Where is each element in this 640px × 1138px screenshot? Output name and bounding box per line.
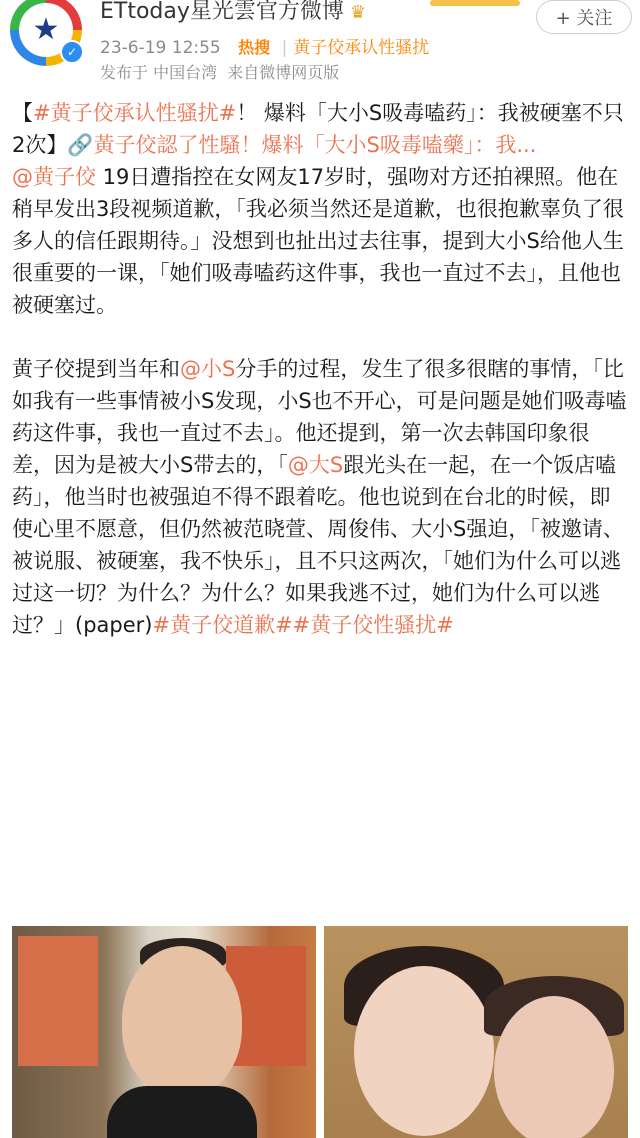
post-body-text-2c: 跟光头在一起，在一个饭店嗑药」，他当时也被强迫不得不跟着吃。他也说到在台北的时候，即使心里不愿意，但仍然被范晓萱、周俊伟、大小S强迫，「被邀请、被说服、被硬塞，我不快乐」，且不只这两次，「她们为什么可以逃过这一切？为什么？为什么？如果我逃不过，她们为什么可以逃过？」(paper) xyxy=(12,453,624,637)
follow-button[interactable]: + 关注 xyxy=(536,0,632,34)
hot-search-label[interactable]: 热搜 xyxy=(238,38,271,57)
post-image-2[interactable] xyxy=(324,926,628,1138)
meta-divider: | xyxy=(281,38,288,58)
post-location: 发布于 中国台湾 xyxy=(100,63,218,82)
post-paragraph-1 xyxy=(12,97,628,321)
post-origin xyxy=(100,60,339,83)
mention-big-s[interactable]: @大S xyxy=(287,453,344,477)
mention-little-s[interactable]: @小S xyxy=(180,357,236,381)
post-body-text-1: 19日遭指控在女网友17岁时，强吻对方还拍裸照。他在稍早发出3段视频道歉，「我必须当然还是道歉，也很抱歉辜负了很多人的信任跟期待。」没想到也扯出过去往事，提到大小S给他人生很重要的一课，「她们吸毒嗑药这件事，我也一直过不去」，且他也被硬塞过。 xyxy=(12,165,624,317)
hot-topic-link[interactable]: 黄子佼承认性骚扰 xyxy=(293,38,430,58)
avatar[interactable] xyxy=(10,0,82,66)
account-name-text: ETtoday星光雲官方微博 xyxy=(100,0,344,24)
post-images xyxy=(12,926,628,1138)
post-source: 来自微博网页版 xyxy=(227,63,340,82)
article-link[interactable]: 🔗黃子佼認了性騷！爆料「大小S吸毒嗑藥」：我... xyxy=(67,133,537,157)
decorative-bar xyxy=(430,0,520,6)
post-meta xyxy=(100,33,429,58)
post-headline-text: ！ 爆料「大小S吸毒嗑药」：我被硬塞不只2次】 xyxy=(12,101,624,157)
post-body-text-2b: 分手的过程，发生了很多很瞎的事情，「比如我有一些事情被小S发现，小S也不开心，可是问题是她们吸毒嗑药这件事，我也一直过不去」。他还提到，第一次去韩国印象很差，因为是被大小S带去的，「 xyxy=(12,357,627,477)
verified-badge-icon: ✓ xyxy=(60,40,84,64)
hashtag-apology[interactable]: #黄子佼道歉# xyxy=(152,613,293,637)
post-paragraph-2 xyxy=(12,353,628,641)
hashtag-harassment[interactable]: #黄子佼性骚扰# xyxy=(292,613,454,637)
post-datetime: 23-6-19 12:55 xyxy=(100,38,221,58)
star-icon: ★ xyxy=(19,3,73,57)
account-name[interactable] xyxy=(100,0,366,25)
post-body-text-2a: 黄子佼提到当年和 xyxy=(12,357,180,381)
hashtag-sexual-harassment[interactable]: #黄子佼承认性骚扰# xyxy=(33,101,237,125)
post-content xyxy=(12,97,628,641)
bracket-open: 【 xyxy=(12,101,33,125)
post-header xyxy=(0,0,640,92)
crown-icon: ♛ xyxy=(349,2,367,23)
mention-huang[interactable]: @黄子佼 xyxy=(12,165,96,189)
post-image-1[interactable] xyxy=(12,926,316,1138)
